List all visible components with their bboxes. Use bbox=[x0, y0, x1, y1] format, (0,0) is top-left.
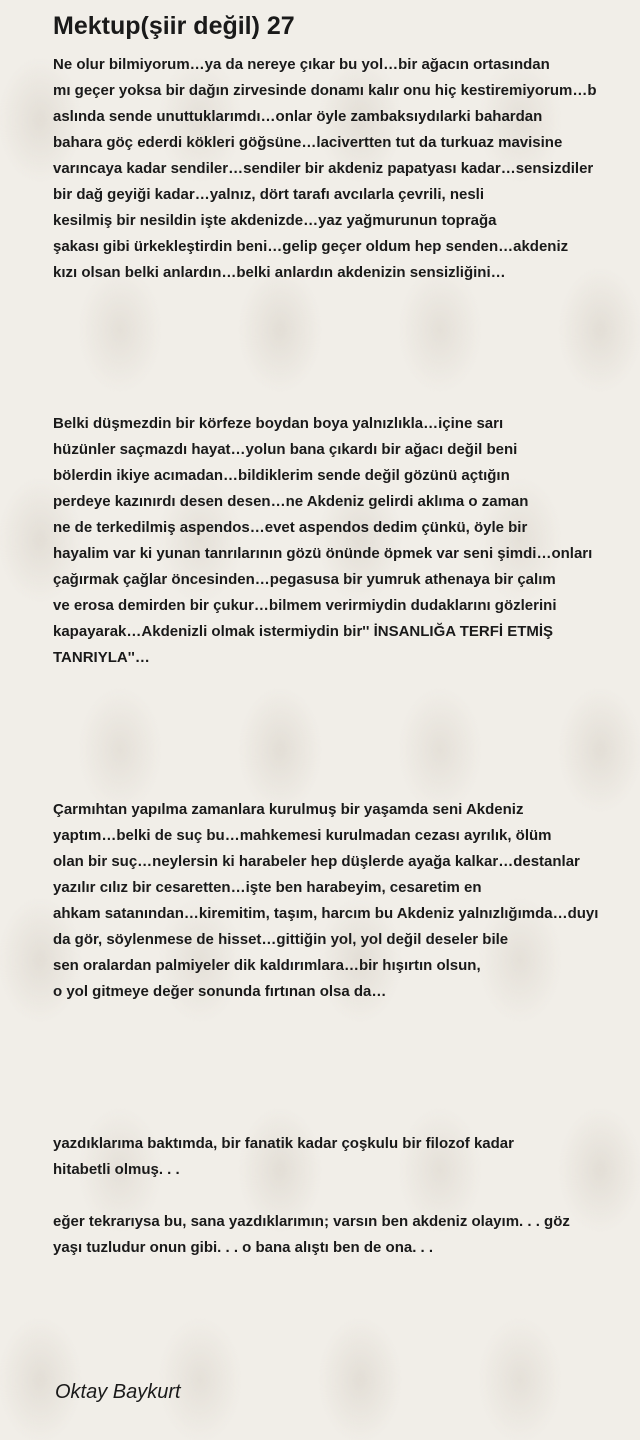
poem-line: bölerdin ikiye acımadan…bildiklerim sende değil gözünü açtığın bbox=[53, 467, 510, 484]
poem-line: o yol gitmeye değer sonunda fırtınan olsa da… bbox=[53, 983, 387, 1000]
poem-line: ve erosa demirden bir çukur…bilmem verirmiydin dudaklarını gözlerini bbox=[53, 597, 557, 614]
poem-line: eğer tekrarıysa bu, sana yazdıklarımın; varsın ben akdeniz olayım. . . göz bbox=[53, 1213, 570, 1230]
poem-line: aslında sende unuttuklarımdı…onlar öyle zambaksıydılarki bahardan bbox=[53, 108, 543, 125]
poem-line: yaşı tuzludur onun gibi. . . o bana alıştı ben de ona. . . bbox=[53, 1239, 434, 1256]
poem-title: Mektup(şiir değil) 27 bbox=[53, 12, 295, 40]
poem-line: hitabetli olmuş. . . bbox=[53, 1161, 180, 1178]
poem-line: mı geçer yoksa bir dağın zirvesinde donamı kalır onu hiç kestiremiyorum…b bbox=[53, 82, 597, 99]
poem-line: perdeye kazınırdı desen desen…ne Akdeniz gelirdi aklıma o zaman bbox=[53, 493, 529, 510]
stanza-5 bbox=[53, 1209, 570, 1261]
poem-line: sen oralardan palmiyeler dik kaldırımlara…bir hışırtın olsun, bbox=[53, 957, 481, 974]
poem-line: şakası gibi ürkekleştirdin beni…gelip geçer oldum hep senden…akdeniz bbox=[53, 238, 569, 255]
stanza-3 bbox=[53, 797, 598, 1005]
poem-line: yaptım…belki de suç bu…mahkemesi kurulmadan cezası ayrılık, ölüm bbox=[53, 827, 552, 844]
poem-line: ahkam satanından…kiremitim, taşım, harcım bu Akdeniz yalnızlığımda…duyı bbox=[53, 905, 599, 922]
poem-line: Ne olur bilmiyorum…ya da nereye çıkar bu yol…bir ağacın ortasından bbox=[53, 56, 550, 73]
poem-line: yazdıklarıma baktımda, bir fanatik kadar çoşkulu bir filozof kadar bbox=[53, 1135, 514, 1152]
poem-line: kızı olsan belki anlardın…belki anlardın akdenizin sensizliğini… bbox=[53, 264, 506, 281]
poem-line: hayalim var ki yunan tanrılarının gözü önünde öpmek var seni şimdi…onları bbox=[53, 545, 593, 562]
poem-line: varıncaya kadar sendiler…sendiler bir akdeniz papatyası kadar…sensizdiler bbox=[53, 160, 594, 177]
poem-line: kesilmiş bir nesildin işte akdenizde…yaz yağmurunun toprağa bbox=[53, 212, 497, 229]
poem-line: ne de terkedilmiş aspendos…evet aspendos dedim çünkü, öyle bir bbox=[53, 519, 528, 536]
poem-line: kapayarak…Akdenizli olmak istermiydin bir'' İNSANLIĞA TERFİ ETMİŞ bbox=[53, 623, 554, 640]
poem-line: bir dağ geyiği kadar…yalnız, dört tarafı avcılarla çevrili, nesli bbox=[53, 186, 485, 203]
poem-line: da gör, söylenmese de hisset…gittiğin yol, yol değil deseler bile bbox=[53, 931, 509, 948]
poem-line: yazılır cılız bir cesaretten…işte ben harabeyim, cesaretim en bbox=[53, 879, 482, 896]
poem-line: çağırmak çağlar öncesinden…pegasusa bir yumruk athenaya bir çalım bbox=[53, 571, 556, 588]
poem-line: hüzünler saçmazdı hayat…yolun bana çıkardı bir ağacı değil beni bbox=[53, 441, 518, 458]
stanza-1 bbox=[53, 52, 597, 286]
poem-line: bahara göç ederdi kökleri göğsüne…lacivertten tut da turkuaz mavisine bbox=[53, 134, 563, 151]
author-signature: Oktay Baykurt bbox=[55, 1381, 181, 1403]
poem-line: olan bir suç…neylersin ki harabeler hep düşlerde ayağa kalkar…destanlar bbox=[53, 853, 580, 870]
poem-line: TANRIYLA''… bbox=[53, 649, 150, 666]
poem-line: Belki düşmezdin bir körfeze boydan boya yalnızlıkla…içine sarı bbox=[53, 415, 504, 432]
poem-line: Çarmıhtan yapılma zamanlara kurulmuş bir yaşamda seni Akdeniz bbox=[53, 801, 524, 818]
stanza-4 bbox=[53, 1131, 514, 1183]
stanza-2 bbox=[53, 411, 592, 671]
